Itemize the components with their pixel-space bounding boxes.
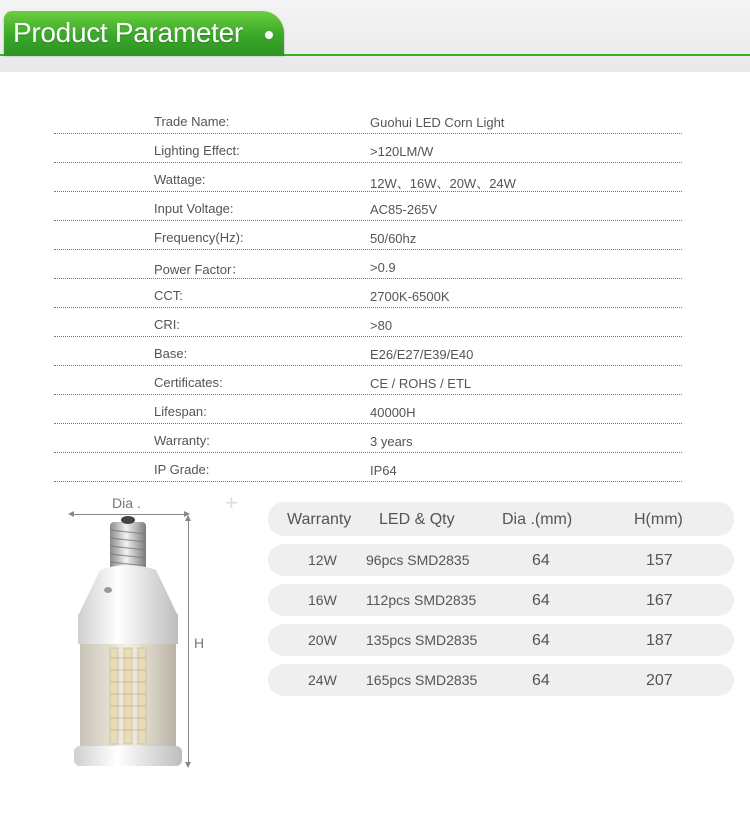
- param-value: 2700K-6500K: [370, 289, 450, 304]
- spec-row: [268, 664, 734, 696]
- spec-watt: 12W: [308, 552, 337, 568]
- spec-height: 187: [646, 632, 673, 649]
- param-label: Wattage:: [154, 172, 206, 187]
- param-row: [54, 308, 682, 337]
- spec-header-cell: Dia .(mm): [502, 511, 573, 528]
- param-label: Frequency(Hz):: [154, 230, 244, 245]
- param-row: [54, 337, 682, 366]
- plus-icon: +: [225, 490, 238, 515]
- spec-height: 157: [646, 552, 673, 569]
- page-title: Product Parameter: [13, 17, 243, 48]
- param-value: >80: [370, 318, 393, 333]
- param-row: [54, 192, 682, 221]
- spec-dia: 64: [532, 552, 550, 569]
- param-label: Lifespan:: [154, 404, 207, 419]
- spec-header-row: [268, 502, 734, 536]
- param-value: 50/60hz: [370, 231, 417, 246]
- param-value: 3 years: [370, 434, 413, 449]
- spec-led: 165pcs SMD2835: [366, 672, 478, 688]
- param-row: [54, 395, 682, 424]
- param-row: [54, 134, 682, 163]
- spec-watt: 24W: [308, 672, 337, 688]
- parameter-table: [54, 105, 682, 482]
- param-value: 40000H: [370, 405, 416, 420]
- param-row: [54, 424, 682, 453]
- param-value: Guohui LED Corn Light: [370, 115, 505, 130]
- param-label: CRI:: [154, 317, 180, 332]
- header-dot-icon: [265, 31, 273, 39]
- h-label: H: [194, 635, 205, 651]
- param-row: [54, 221, 682, 250]
- spec-table: [268, 502, 734, 704]
- spec-dia: 64: [532, 672, 550, 689]
- spec-header-cell: H(mm): [634, 511, 683, 528]
- spec-height: 207: [646, 672, 673, 689]
- param-row: [54, 250, 682, 279]
- param-label: Input Voltage:: [154, 201, 234, 216]
- spec-dia: 64: [532, 632, 550, 649]
- spec-led: 96pcs SMD2835: [366, 552, 470, 568]
- param-value: >0.9: [370, 260, 396, 275]
- param-value: AC85-265V: [370, 202, 438, 217]
- spec-watt: 16W: [308, 592, 337, 608]
- param-value: E26/E27/E39/E40: [370, 347, 474, 362]
- param-label: CCT:: [154, 288, 183, 303]
- param-row: [54, 453, 682, 482]
- spec-led: 135pcs SMD2835: [366, 632, 478, 648]
- param-row: [54, 279, 682, 308]
- param-value: CE / ROHS / ETL: [370, 376, 472, 391]
- param-label: Base:: [154, 346, 188, 361]
- param-value: IP64: [370, 463, 397, 478]
- spec-row: [268, 544, 734, 576]
- param-value: 12W、16W、20W、24W: [370, 176, 516, 191]
- param-row: [54, 366, 682, 395]
- spec-row: [268, 624, 734, 656]
- param-value: >120LM/W: [370, 144, 434, 159]
- param-label: Warranty:: [154, 433, 210, 448]
- param-row: [54, 163, 682, 192]
- param-label: Certificates:: [154, 375, 223, 390]
- spec-header-cell: LED & Qty: [379, 511, 455, 528]
- bulb-diagram: [60, 490, 238, 780]
- dia-label: Dia .: [112, 495, 141, 511]
- corn-bulb-icon: [68, 498, 188, 778]
- spec-watt: 20W: [308, 632, 337, 648]
- spec-header-cell: Warranty: [287, 511, 352, 528]
- param-label: Lighting Effect:: [154, 143, 240, 158]
- param-label: IP Grade:: [154, 462, 210, 477]
- spec-dia: 64: [532, 592, 550, 609]
- param-row: [54, 105, 682, 134]
- spec-row: [268, 584, 734, 616]
- param-label: Trade Name:: [154, 114, 230, 129]
- height-dimension-line: [188, 518, 189, 766]
- spec-led: 112pcs SMD2835: [366, 592, 477, 608]
- param-label: Power Factor：: [154, 262, 245, 277]
- spec-height: 167: [646, 592, 673, 609]
